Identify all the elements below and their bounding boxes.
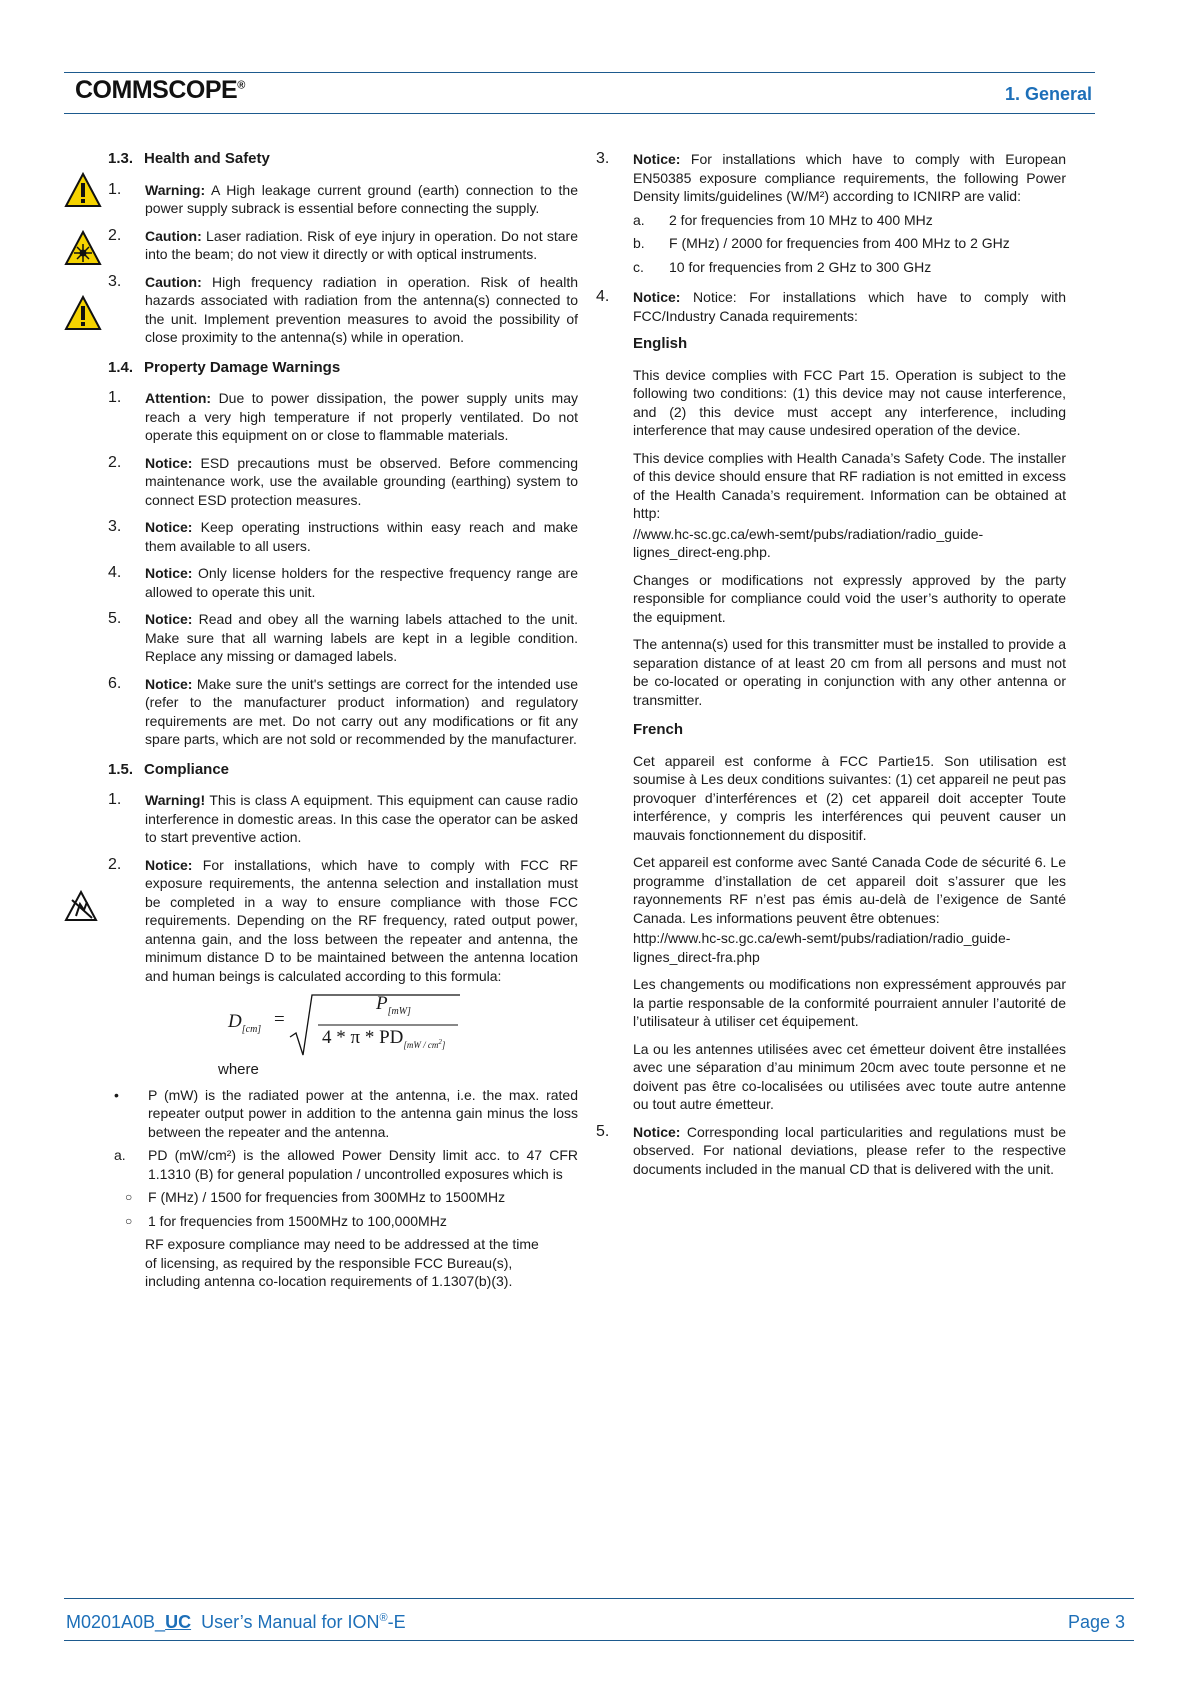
list-item: 4. Notice: Only license holders for the respective frequency range are allowed to operate this unit. <box>108 564 578 600</box>
list-item: • P (mW) is the radiated power at the antenna, i.e. the max. rated repeater output power in addition to the antenna gain minus the loss between the repeater and the antenna. <box>114 1086 578 1140</box>
rf-exposure-note: RF exposure compliance may need to be addressed at the time of licensing, as required by the responsible FCC Bureau(s), including antenna co-location requirements of 1.1307(b)(3). <box>145 1236 539 1289</box>
where-label: where <box>218 1061 259 1078</box>
list-item: 3. Caution: High frequency radiation in operation. Risk of health hazards associated with radiation from the antenna(s) connected to the unit. Implement prevention measures to avoid the possibility of close proximity to the antenna(s) while in operation. <box>108 272 578 345</box>
list-item: 1. Warning! This is class A equipment. This equipment can cause radio interference in domestic areas. In this case the operator can be asked to start preventive action. <box>108 791 578 845</box>
paragraph: The antenna(s) used for this transmitter must be installed to provide a separation distance of at least 20 cm from all persons and must not be co-located or operating in conjunction with any other antenna or transmitter. <box>633 636 1066 708</box>
french-heading: French <box>633 721 684 738</box>
list-item: c. 10 for frequencies from 2 GHz to 300 GHz <box>633 258 932 275</box>
rf-warning-icon <box>64 295 102 331</box>
section-title: 1. General <box>1004 84 1092 104</box>
paragraph: This device complies with FCC Part 15. Operation is subject to the following two conditions: (1) this device may not cause interference, and (2) this device must accept any interference, including interference that may cause undesired operation of the device. <box>633 366 1066 438</box>
paragraph: Cet appareil est conforme à FCC Partie15. Son utilisation est soumise à Les deux conditions suivantes: (1) cet appareil ne peut pas provoquer d’interférences et (2) cet appareil doit accepter Toute interférence, y compris les interférences qui peuvent causer un mauvais fonctionnement du dispositif. <box>633 752 1066 843</box>
list-item: 5. Notice: Read and obey all the warning labels attached to the unit. Make sure that all warning labels are kept in a legible condition. Replace any missing or damaged labels. <box>108 610 578 664</box>
paragraph: Changes or modifications not expressly approved by the party responsible for compliance could void the user’s authority to operate the equipment. <box>633 571 1066 625</box>
left-column <box>108 150 578 1291</box>
list-item: b. F (MHz) / 2000 for frequencies from 400 MHz to 2 GHz <box>633 235 1010 251</box>
list-item: 3. Notice: Keep operating instructions within easy reach and make them available to all users. <box>108 518 578 554</box>
list-item: ○ F (MHz) / 1500 for frequencies from 300MHz to 1500MHz <box>125 1189 506 1205</box>
header-bottom-rule <box>64 113 1095 114</box>
esd-warning-icon <box>64 890 98 922</box>
right-column <box>596 150 1066 1187</box>
list-item: 3. Notice: For installations which have to comply with European EN50385 exposure compliance requirements, the following Power Density limits/guidelines (W/M²) according to ICNIRP are valid: <box>596 150 1066 204</box>
list-item: 5. Notice: Corresponding local particularities and regulations must be observed. For national deviations, please refer to the respective documents included in the manual CD that is delivered with the unit. <box>596 1122 1066 1177</box>
paragraph: http://www.hc-sc.gc.ca/ewh-semt/pubs/radiation/radio_guide-lignes_direct-fra.php <box>633 930 1011 965</box>
list-item: 2. Notice: ESD precautions must be observed. Before commencing maintenance work, use the available grounding (earthing) system to connect ESD protection measures. <box>108 453 578 508</box>
heading-property-damage: 1.4. Property Damage Warnings <box>108 358 341 376</box>
header-top-rule <box>64 72 1095 73</box>
english-heading: English <box>633 335 688 352</box>
list-item: ○ 1 for frequencies from 1500MHz to 100,000MHz <box>125 1212 447 1229</box>
list-item: 4. Notice: Notice: For installations which have to comply with FCC/Industry Canada requirements: <box>596 288 1066 324</box>
paragraph: Les changements ou modifications non expressément approuvés par la partie responsable de la conformité pourraient annuler l’autorité de l’utilisateur à utiliser cet équipement. <box>633 976 1066 1029</box>
distance-formula: $D_{[cm]}$ = $P_{[mW]}$ 4 * π * $PD_{[mW / cm^2]}$ <box>228 989 578 1061</box>
footer-rule <box>64 1598 1134 1599</box>
heading-health-safety: 1.3. Health and Safety <box>108 150 270 167</box>
list-item: 1. Warning: A High leakage current ground (earth) connection to the power supply subrack is essential before connecting the supply. <box>108 180 578 216</box>
heading-compliance: 1.5. Compliance <box>108 760 230 778</box>
laser-warning-icon <box>64 230 102 266</box>
list-item: 6. Notice: Make sure the unit's settings are correct for the intended use (refer to the manufacturer product information) and regulatory requirements are met. Do not carry out any modifications or fit any spare parts, which are not sold or recommended by the manufacturer. <box>108 674 578 747</box>
commscope-logo: COMMSCOPE® <box>75 76 245 104</box>
page-number: Page 3 <box>1067 1612 1125 1632</box>
list-item: a. 2 for frequencies from 10 MHz to 400 MHz <box>633 211 933 228</box>
electrical-warning-icon <box>64 172 102 208</box>
paragraph: This device complies with Health Canada’s Safety Code. The installer of this device should ensure that RF radiation is not emitted in excess of the Health Canada’s requirement. Information can be obtained at http: <box>633 449 1066 521</box>
list-item: 2. Caution: Laser radiation. Risk of eye injury in operation. Do not stare into the beam; do not view it directly or with optical instruments. <box>108 226 578 262</box>
paragraph: Cet appareil est conforme avec Santé Canada Code de sécurité 6. Le programme d’installation de cet appareil doit s’assurer que les rayonnements RF n’est pas émis au-delà de l’exigence de Santé Canada. Les informations peuvent être obtenues: <box>633 854 1066 926</box>
list-item: 2. Notice: For installations, which have to comply with FCC RF exposure requirements, the antenna selection and installation must be completed in a way to ensure compliance with those FCC requirements. Depending on the RF frequency, rated output power, antenna gain, and the loss between the repeater and antenna, the minimum distance D to be maintained between the antenna location and human beings is calculated according to this formula: <box>108 855 578 984</box>
paragraph: //www.hc-sc.gc.ca/ewh-semt/pubs/radiation/radio_guide-lignes_direct-eng.php. <box>633 525 984 560</box>
footer-bottom-rule <box>64 1640 1134 1641</box>
paragraph: La ou les antennes utilisées avec cet émetteur doivent être installées avec une séparation d’au minimum 20cm avec toute personne et ne doivent pas être co-localisées ou utilisées avec toute autre antenne ou tout autre émetteur. <box>633 1040 1066 1112</box>
list-item: a. PD (mW/cm²) is the allowed Power Density limit acc. to 47 CFR 1.1310 (B) for general population / uncontrolled exposures which is <box>114 1147 578 1182</box>
document-id: M0201A0B_UC User’s Manual for ION®-E <box>66 1612 406 1632</box>
list-item: 1. Attention: Due to power dissipation, the power supply units may reach a very high temperature if not properly ventilated. Do not operate this equipment on or close to flammable materials. <box>108 389 578 443</box>
